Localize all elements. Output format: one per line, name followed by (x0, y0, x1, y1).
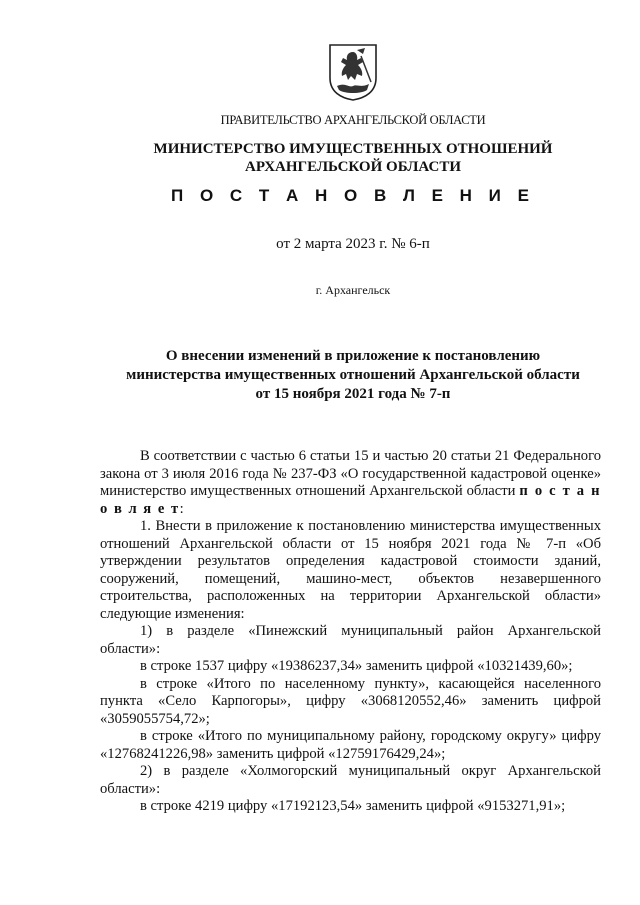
item-1-1-b-paragraph: в строке «Итого по населенному пункту», касающейся населенного пункта «Село Карпогоры», цифру «3068120552,46» заменить цифрой «3059055754,72»; (100, 675, 601, 727)
intro-end: : (179, 500, 184, 517)
subject-line1: О внесении изменений в приложение к постановлению (165, 348, 541, 364)
government-heading: ПРАВИТЕЛЬСТВО АРХАНГЕЛЬСКОЙ ОБЛАСТИ (220, 113, 486, 127)
item-1-1-a-paragraph: в строке 1537 цифру «19386237,34» заменить цифрой «10321439,60»; (140, 658, 573, 674)
document-body (100, 448, 601, 816)
item-1-1-paragraph: 1) в разделе «Пинежский муниципальный район Архангельской области»: (100, 623, 601, 657)
subject-line3: от 15 ноября 2021 года № 7-п (255, 386, 451, 402)
document-type-title: П О С Т А Н О В Л Е Н И Е (171, 186, 535, 205)
ministry-heading-line1: МИНИСТЕРСТВО ИМУЩЕСТВЕННЫХ ОТНОШЕНИЙ (153, 141, 553, 157)
item-1-2-paragraph: 2) в разделе «Холмогорский муниципальный округ Архангельской области»: (100, 763, 601, 797)
coat-of-arms-icon (327, 42, 379, 102)
resolves-word: п о с т а н о в л я е т (100, 483, 601, 517)
ministry-heading-line2: АРХАНГЕЛЬСКОЙ ОБЛАСТИ (245, 159, 461, 175)
ministry-heading (0, 140, 640, 176)
document-subject (0, 347, 640, 404)
intro-text: В соответствии с частью 6 статьи 15 и частью 20 статьи 21 Федерального закона от 3 июля 2016 года № 237-ФЗ «О государственной кадастровой оценке» министерство имущественных отношений Архангельской области (100, 448, 601, 499)
item-1-2-a-paragraph: в строке 4219 цифру «17192123,54» заменить цифрой «9153271,91»; (140, 798, 566, 814)
item-1-1-c-paragraph: в строке «Итого по муниципальному району, городскому округу» цифру «12768241226,98» заменить цифрой «12759176429,24»; (100, 728, 601, 762)
intro-paragraph (100, 448, 601, 518)
city-label: г. Архангельск (315, 283, 391, 297)
item-1-paragraph: 1. Внести в приложение к постановлению министерства имущественных отношений Архангельской области от 15 ноября 2021 года № 7-п «Об утверждении результатов определения кадастровой стоимости зданий, сооружений, помещений, машино-мест, объектов незавершенного строительства, расположенных на территории Архангельской области» следующие изменения: (100, 518, 601, 622)
subject-line2: министерства имущественных отношений Архангельской области (126, 367, 580, 383)
date-and-number: от 2 марта 2023 г. № 6-п (276, 236, 430, 252)
